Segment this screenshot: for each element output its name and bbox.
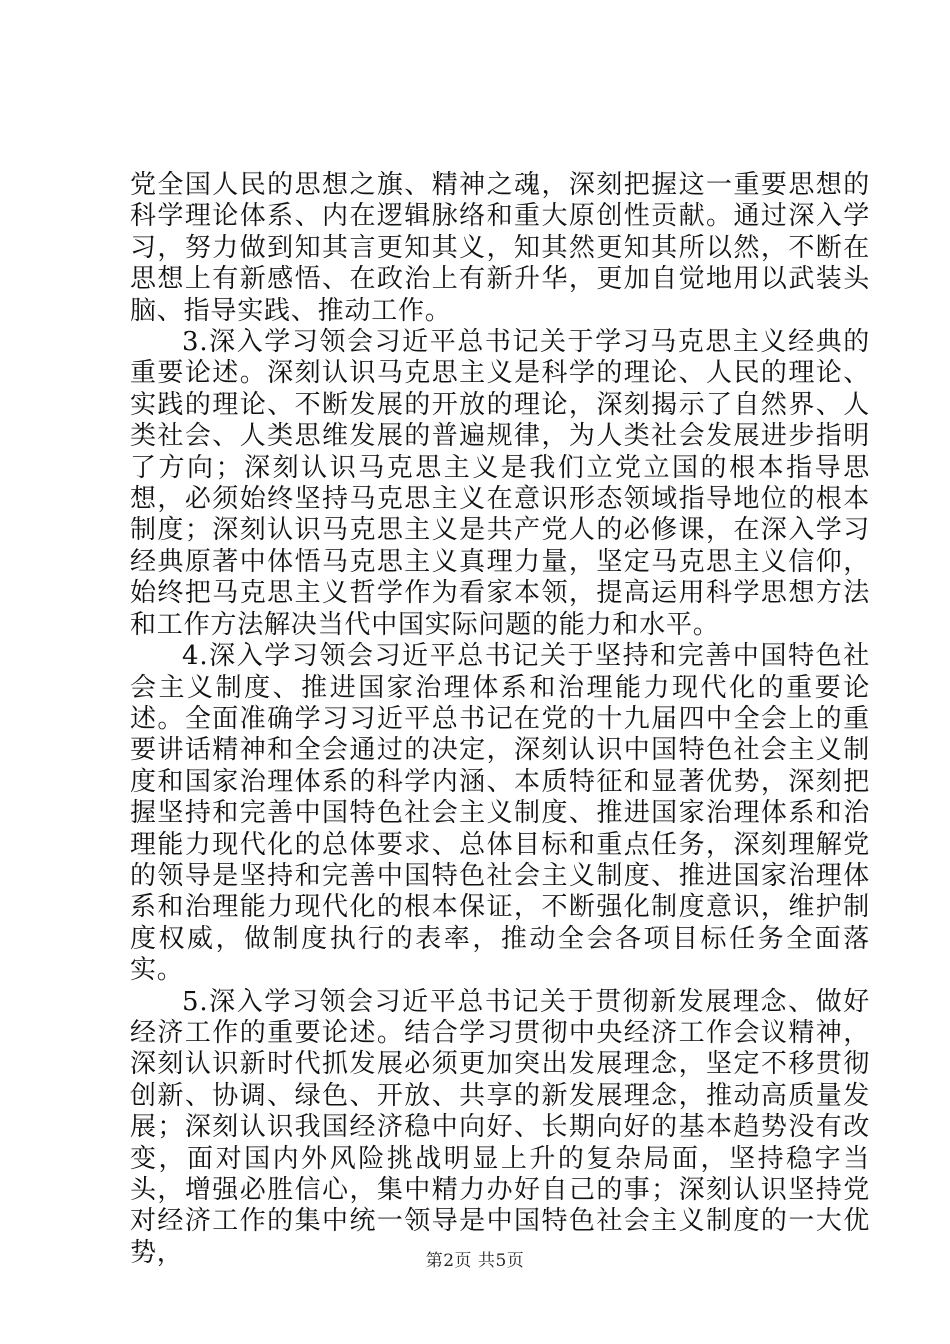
page-number-footer: 第2页 共5页 bbox=[425, 1251, 525, 1271]
paragraph-item-5: 5.深入学习领会习近平总书记关于贯彻新发展理念、做好经济工作的重要论述。结合学习贯彻中央经济工作会议精神，深刻认识新时代抓发展必须更加突出发展理念，坚定不移贯彻创新、协调、绿色、开放、共享的新发展理念，推动高质量发展；深刻认识我国经济稳中向好、长期向好的基本趋势没有改变，面对国内外风险挑战明显上升的复杂局面，坚持稳字当头，增强必胜信心，集中精力办好自己的事；深刻认识坚持党对经济工作的集中统一领导是中国特色社会主义制度的一大优势， bbox=[130, 986, 870, 1268]
paragraph-continuation: 党全国人民的思想之旗、精神之魂，深刻把握这一重要思想的科学理论体系、内在逻辑脉络和重大原创性贡献。通过深入学习，努力做到知其言更知其义，知其然更知其所以然，不断在思想上有新感悟、在政治上有新升华，更加自觉地用以武装头脑、指导实践、推动工作。 bbox=[130, 170, 870, 326]
paragraph-item-3: 3.深入学习领会习近平总书记关于学习马克思主义经典的重要论述。深刻认识马克思主义是科学的理论、人民的理论、实践的理论、不断发展的开放的理论，深刻揭示了自然界、人类社会、人类思维发展的普遍规律，为人类社会发展进步指明了方向；深刻认识马克思主义是我们立党立国的根本指导思想，必须始终坚持马克思主义在意识形态领域指导地位的根本制度；深刻认识马克思主义是共产党人的必修课，在深入学习经典原著中体悟马克思主义真理力量，坚定马克思主义信仰，始终把马克思主义哲学作为看家本领，提高运用科学思想方法和工作方法解决当代中国实际问题的能力和水平。 bbox=[130, 327, 870, 640]
document-body bbox=[130, 170, 870, 1269]
paragraph-item-4: 4.深入学习领会习近平总书记关于坚持和完善中国特色社会主义制度、推进国家治理体系和治理能力现代化的重要论述。全面准确学习习近平总书记在党的十九届四中全会上的重要讲话精神和全会通过的决定，深刻认识中国特色社会主义制度和国家治理体系的科学内涵、本质特征和显著优势，深刻把握坚持和完善中国特色社会主义制度、推进国家治理体系和治理能力现代化的总体要求、总体目标和重点任务，深刻理解党的领导是坚持和完善中国特色社会主义制度、推进国家治理体系和治理能力现代化的根本保证，不断强化制度意识，维护制度权威，做制度执行的表率，推动全会各项目标任务全面落实。 bbox=[130, 641, 870, 986]
